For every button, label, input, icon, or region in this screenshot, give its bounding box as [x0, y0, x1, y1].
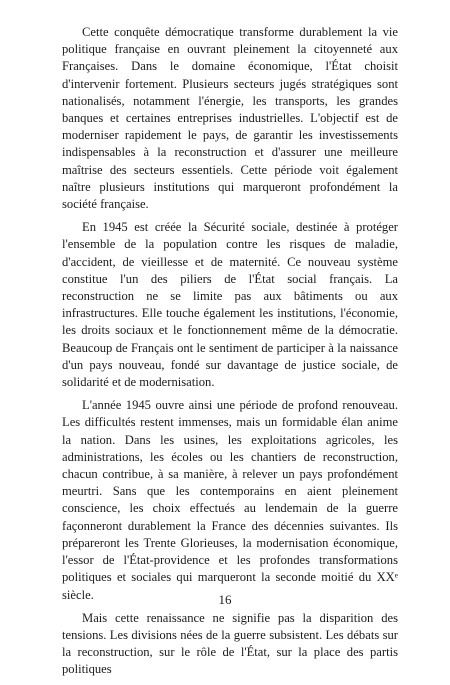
paragraph: L'année 1945 ouvre ainsi une période de profond renouveau. Les difficultés restent immenses, mais un formidable élan anime la nation. Dans les usines, les exploitations agricoles, les administrations, les écoles ou les chantiers de reconstruction, chacun contribue, à sa manière, à relever un pays profondément meurtri. Sans que les contemporains en aient pleinement conscience, les choix effectués au lendemain de la guerre façonneront durablement la France des décennies suivantes. Ils prépareront les Trente Glorieuses, la modernisation économique, l'essor de l'État-providence et les profondes transformations politiques et sociales qui marqueront la seconde moitié du XXᵉ siècle. [62, 398, 398, 602]
page-body [62, 24, 398, 685]
paragraph: En 1945 est créée la Sécurité sociale, destinée à protéger l'ensemble de la population contre les risques de maladie, d'accident, de vieillesse et de maternité. Ce nouveau système constitue l'un des piliers de l'État social français. La reconstruction ne se limite pas aux bâtiments ou aux infrastructures. Elle touche également les institutions, l'économie, les droits sociaux et le fonctionnement même de la démocratie. Beaucoup de Français ont le sentiment de participer à la naissance d'un pays nouveau, fondé sur davantage de justice sociale, de solidarité et de modernisation. [62, 220, 398, 390]
paragraph: Cette conquête démocratique transforme durablement la vie politique française en ouvrant pleinement la citoyenneté aux Françaises. Dans le domaine économique, l'État choisit d'intervenir fortement. Plusieurs secteurs jugés stratégiques sont nationalisés, notamment l'énergie, les transports, les grandes banques et certaines entreprises industrielles. L'objectif est de moderniser rapidement le pays, de garantir les investissements indispensables à la reconstruction et d'assurer une meilleure maîtrise des secteurs essentiels. Cette période voit également naître plusieurs institutions qui marqueront profondément la société française. [62, 25, 398, 212]
page-number: 16 [218, 592, 232, 607]
paragraph: Mais cette renaissance ne signifie pas la disparition des tensions. Les divisions nées de la guerre subsistent. Les débats sur la reconstruction, sur le rôle de l'État, sur la place des partis politiques [62, 610, 398, 677]
